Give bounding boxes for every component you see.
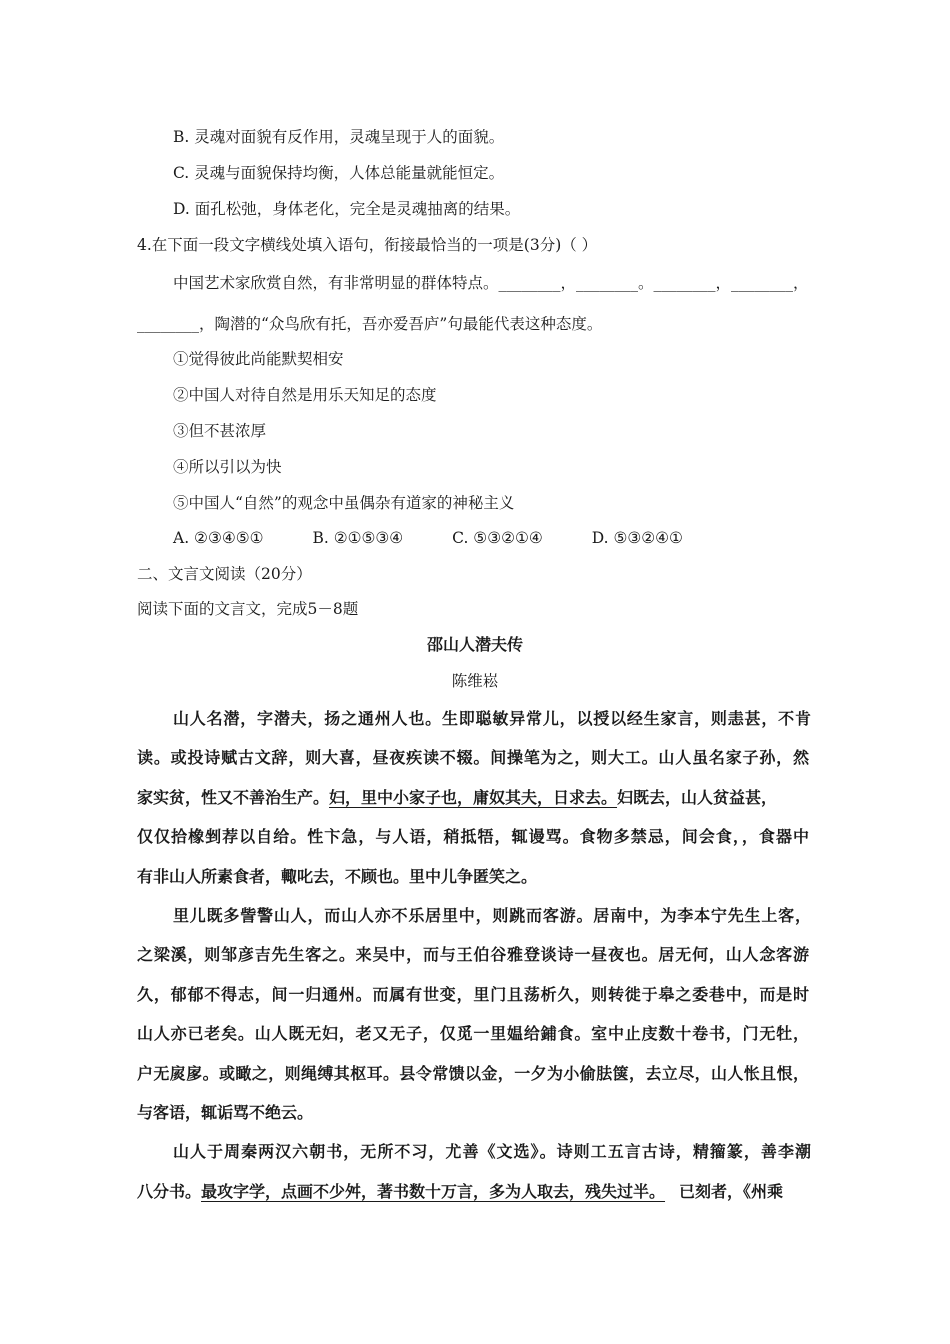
passage-line: 户无扊扅。或瞰之，则绳缚其枢耳。县令常馈以金，一夕为小偷胠箧，去立尽，山人怅且恨， (137, 1064, 809, 1083)
passage-line: 山人名潜，字潜夫，扬之通州人也。生即聪敏异常儿，以授以经生家言，则恚甚，不肯 (173, 709, 811, 728)
q4-item-5: ⑤中国人“自然”的观念中虽偶杂有道家的神秘主义 (173, 494, 515, 512)
q4-choices (173, 528, 683, 548)
underlined-sentence: 最攻字学，点画不少舛，著书数十万言，多为人取去，残失过半。 (201, 1182, 666, 1201)
passage-title: 邵山人潜夫传 (426, 635, 523, 654)
section-instruction: 阅读下面的文言文，完成5－8题 (137, 600, 359, 618)
q4-stem: 4.在下面一段文字横线处填入语句，衔接最恰当的一项是(3分)（ ） (137, 236, 598, 254)
q4-item-4: ④所以引以为快 (173, 458, 282, 476)
q4-item-3: ③但不甚浓厚 (173, 422, 267, 440)
passage-line (137, 788, 777, 808)
q4-choice-b: B. ②①⑤③④ (312, 529, 404, 547)
passage-line: 仅仅拾橡剉荐以自给。性卞急，与人语，稍抵牾，辄谩骂。食物多禁忌，间会食，，食器中 (137, 827, 809, 846)
passage-text: 八分书。 (137, 1182, 202, 1201)
q4-item-2: ②中国人对待自然是用乐天知足的态度 (173, 386, 437, 404)
passage-line: 山人于周秦两汉六朝书，无所不习，尤善《文选》。诗则工五言古诗，精籀篆，善李潮 (173, 1142, 811, 1161)
passage-line: 读。或投诗赋古文辞，则大喜，昼夜疾读不辍。间操笔为之，则大工。山人虽名家子孙，然 (137, 748, 809, 767)
passage-line: 山人亦已老矣。山人既无妇，老又无子，仅觅一里媪给鋪食。室中止庋数十卷书，门无牡， (137, 1024, 809, 1043)
section-heading: 二、文言文阅读（20分） (137, 565, 312, 583)
passage-line: 之梁溪，则邹彦吉先生客之。来吴中，而与王伯谷雅登谈诗一昼夜也。居无何，山人念客游 (137, 945, 809, 964)
passage-text: 家实贫，性又不善治生产。 (137, 788, 330, 807)
q4-choice-a: A. ②③④⑤① (173, 529, 264, 547)
q3-option-c: C. 灵魂与面貌保持均衡，人体总能量就能恒定。 (173, 164, 505, 182)
passage-line: 久，郁郁不得志，间一归通州。而属有世变，里门且荡析久，则转徙于皋之委巷中，而是时 (137, 985, 809, 1004)
passage-text: 妇既去，山人贫益甚， (617, 788, 778, 807)
q4-paragraph-line-1: 中国艺术家欣赏自然，有非常明显的群体特点。________，________。________，________， (173, 274, 809, 292)
q3-option-d: D. 面孔松弛，身体老化，完全是灵魂抽离的结果。 (173, 200, 521, 218)
q3-option-b: B. 灵魂对面貌有反作用，灵魂呈现于人的面貌。 (173, 128, 505, 146)
q4-choice-d: D. ⑤③②④① (591, 529, 683, 547)
q4-choice-c: C. ⑤③②①④ (452, 529, 543, 547)
passage-author: 陈维崧 (451, 672, 499, 690)
underlined-sentence: 妇，里中小家子也，庸奴其夫，日求去。 (329, 788, 618, 807)
q4-paragraph-line-2: ________，陶潜的“众鸟欣有托，吾亦爱吾庐”句最能代表这种态度。 (137, 315, 603, 333)
passage-line: 有非山人所素食者，輙叱去，不顾也。里中儿争匿笑之。 (137, 867, 538, 886)
passage-text: 已刻者，《州乘 (679, 1182, 784, 1201)
passage-line (137, 1182, 783, 1202)
passage-line: 与客语，辄诟骂不绝云。 (137, 1103, 314, 1122)
passage-line: 里儿既多訾警山人，而山人亦不乐居里中，则跳而客游。居南中，为李本宁先生上客， (173, 906, 811, 925)
q4-item-1: ①觉得彼此尚能默契相安 (173, 350, 344, 368)
